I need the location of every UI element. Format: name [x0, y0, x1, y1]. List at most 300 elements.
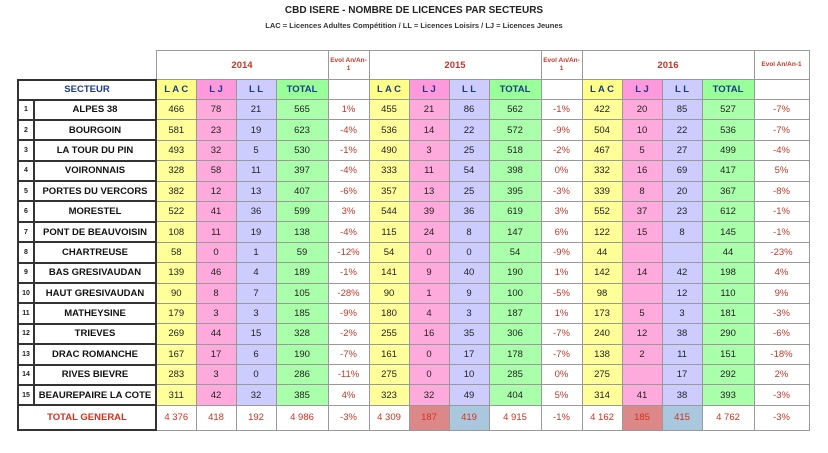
- lac-cell: 138: [582, 344, 622, 364]
- lj-cell: 46: [196, 263, 236, 283]
- lac-cell: 122: [582, 222, 622, 242]
- evol-cell: -7%: [541, 344, 582, 364]
- lac-cell: 332: [582, 161, 622, 181]
- ll-header: L L: [662, 80, 702, 100]
- lac-cell: 311: [156, 385, 196, 405]
- evol-2015-header: Evol An/An-1: [541, 51, 582, 80]
- evol-cell: -4%: [328, 120, 369, 140]
- sector-name: CHARTREUSE: [34, 242, 156, 262]
- ll-cell: 9: [449, 283, 489, 303]
- lac-cell: 269: [156, 324, 196, 344]
- evol-cell: -4%: [754, 140, 809, 160]
- lac-cell: 328: [156, 161, 196, 181]
- evol-cell: -9%: [541, 120, 582, 140]
- ll-cell: 6: [236, 344, 276, 364]
- lj-cell: 3: [196, 303, 236, 323]
- total-lj-cell: 187: [409, 405, 449, 430]
- total-evol-cell: -1%: [541, 405, 582, 430]
- lac-cell: 139: [156, 263, 196, 283]
- evol-cell: -3%: [541, 181, 582, 201]
- lac-cell: 179: [156, 303, 196, 323]
- lj-cell: 20: [622, 100, 662, 120]
- table-row: [18, 263, 809, 283]
- sector-name: BAS GRESIVAUDAN: [34, 263, 156, 283]
- lac-cell: 141: [369, 263, 409, 283]
- lj-cell: 0: [409, 242, 449, 262]
- lj-cell: 3: [196, 365, 236, 385]
- total-header: TOTAL: [702, 80, 754, 100]
- lj-cell: 5: [622, 303, 662, 323]
- ll-cell: 20: [662, 181, 702, 201]
- evol-header-cell: [328, 80, 369, 100]
- lac-cell: 536: [369, 120, 409, 140]
- ll-cell: 54: [449, 161, 489, 181]
- row-number: 5: [18, 181, 34, 201]
- total-cell: 178: [489, 344, 541, 364]
- evol-cell: -12%: [328, 242, 369, 262]
- lac-cell: 180: [369, 303, 409, 323]
- sector-name: PONT DE BEAUVOISIN: [34, 222, 156, 242]
- ll-cell: 3: [662, 303, 702, 323]
- evol-cell: 5%: [754, 161, 809, 181]
- lac-cell: 493: [156, 140, 196, 160]
- table-row: [18, 201, 809, 221]
- lac-cell: 467: [582, 140, 622, 160]
- total-cell: 527: [702, 100, 754, 120]
- total-cell: 397: [276, 161, 328, 181]
- lac-cell: 142: [582, 263, 622, 283]
- evol-cell: -6%: [328, 181, 369, 201]
- lac-cell: 161: [369, 344, 409, 364]
- evol-cell: -7%: [754, 100, 809, 120]
- total-total-cell: 4 762: [702, 405, 754, 430]
- ll-cell: 22: [449, 120, 489, 140]
- lac-cell: 357: [369, 181, 409, 201]
- evol-cell: 0%: [541, 161, 582, 181]
- sector-name: MATHEYSINE: [34, 303, 156, 323]
- lac-header: L A C: [369, 80, 409, 100]
- lac-cell: 115: [369, 222, 409, 242]
- ll-cell: 1: [236, 242, 276, 262]
- ll-cell: 25: [449, 181, 489, 201]
- total-cell: 54: [489, 242, 541, 262]
- ll-cell: 13: [236, 181, 276, 201]
- lj-cell: 4: [409, 303, 449, 323]
- evol-cell: -7%: [328, 344, 369, 364]
- table-row: [18, 100, 809, 120]
- row-number: 13: [18, 344, 34, 364]
- evol-cell: -7%: [541, 324, 582, 344]
- lac-cell: 283: [156, 365, 196, 385]
- ll-cell: 49: [449, 385, 489, 405]
- lj-cell: 1: [409, 283, 449, 303]
- ll-cell: 3: [236, 303, 276, 323]
- evol-cell: 2%: [754, 365, 809, 385]
- evol-cell: -3%: [754, 303, 809, 323]
- ll-cell: 27: [662, 140, 702, 160]
- evol-header-cell: [754, 80, 809, 100]
- total-lac-cell: 4 309: [369, 405, 409, 430]
- total-lac-cell: 4 162: [582, 405, 622, 430]
- total-cell: 572: [489, 120, 541, 140]
- evol-cell: -7%: [754, 120, 809, 140]
- total-cell: 518: [489, 140, 541, 160]
- evol-cell: -2%: [328, 324, 369, 344]
- total-cell: 306: [489, 324, 541, 344]
- table-body: [18, 51, 809, 431]
- total-cell: 599: [276, 201, 328, 221]
- evol-cell: 6%: [541, 222, 582, 242]
- page-title: CBD ISERE - NOMBRE DE LICENCES PAR SECTEURS: [284, 5, 544, 16]
- row-number: 1: [18, 100, 34, 120]
- lj-cell: 41: [622, 385, 662, 405]
- sector-name: PORTES DU VERCORS: [34, 181, 156, 201]
- lj-cell: 32: [409, 385, 449, 405]
- total-cell: 612: [702, 201, 754, 221]
- lj-cell: [622, 283, 662, 303]
- ll-cell: 12: [662, 283, 702, 303]
- evol-cell: -11%: [328, 365, 369, 385]
- lj-cell: 16: [622, 161, 662, 181]
- total-cell: 190: [276, 344, 328, 364]
- total-cell: 385: [276, 385, 328, 405]
- total-cell: 44: [702, 242, 754, 262]
- ll-cell: 10: [449, 365, 489, 385]
- lac-cell: 275: [369, 365, 409, 385]
- table-row: [18, 222, 809, 242]
- evol-cell: 9%: [754, 283, 809, 303]
- total-cell: 619: [489, 201, 541, 221]
- evol-cell: -1%: [754, 222, 809, 242]
- total-cell: 404: [489, 385, 541, 405]
- row-number: 3: [18, 140, 34, 160]
- total-cell: 562: [489, 100, 541, 120]
- licences-table: [17, 50, 810, 431]
- lac-cell: 108: [156, 222, 196, 242]
- total-cell: 189: [276, 263, 328, 283]
- total-lac-cell: 4 376: [156, 405, 196, 430]
- lac-cell: 314: [582, 385, 622, 405]
- row-number: 11: [18, 303, 34, 323]
- evol-cell: -8%: [754, 181, 809, 201]
- lj-cell: 0: [196, 242, 236, 262]
- evol-cell: -3%: [754, 385, 809, 405]
- total-total-cell: 4 915: [489, 405, 541, 430]
- lj-cell: 17: [196, 344, 236, 364]
- ll-cell: 11: [236, 161, 276, 181]
- row-number: 12: [18, 324, 34, 344]
- table-row: [18, 120, 809, 140]
- total-cell: 623: [276, 120, 328, 140]
- lj-header: L J: [196, 80, 236, 100]
- ll-header: L L: [236, 80, 276, 100]
- evol-cell: -18%: [754, 344, 809, 364]
- total-header: TOTAL: [489, 80, 541, 100]
- lj-cell: 44: [196, 324, 236, 344]
- lac-cell: 544: [369, 201, 409, 221]
- total-cell: 138: [276, 222, 328, 242]
- evol-cell: -6%: [754, 324, 809, 344]
- lac-cell: 255: [369, 324, 409, 344]
- total-cell: 100: [489, 283, 541, 303]
- total-cell: 367: [702, 181, 754, 201]
- lj-header: L J: [622, 80, 662, 100]
- ll-cell: 38: [662, 324, 702, 344]
- sector-name: VOIRONNAIS: [34, 161, 156, 181]
- total-cell: 536: [702, 120, 754, 140]
- ll-cell: 15: [236, 324, 276, 344]
- lj-cell: [622, 365, 662, 385]
- lj-cell: 12: [622, 324, 662, 344]
- total-cell: 417: [702, 161, 754, 181]
- total-cell: 105: [276, 283, 328, 303]
- total-header: TOTAL: [276, 80, 328, 100]
- ll-cell: 7: [236, 283, 276, 303]
- lac-cell: 90: [369, 283, 409, 303]
- lac-cell: 167: [156, 344, 196, 364]
- row-number: 14: [18, 365, 34, 385]
- ll-cell: 23: [662, 201, 702, 221]
- total-cell: 285: [489, 365, 541, 385]
- lj-cell: 0: [409, 344, 449, 364]
- evol-2014-header: Evol An/An-1: [328, 51, 369, 80]
- total-cell: 110: [702, 283, 754, 303]
- total-evol-cell: -3%: [754, 405, 809, 430]
- lj-cell: 16: [409, 324, 449, 344]
- sector-name: LA TOUR DU PIN: [34, 140, 156, 160]
- lj-cell: 8: [622, 181, 662, 201]
- ll-cell: 8: [662, 222, 702, 242]
- total-cell: 328: [276, 324, 328, 344]
- ll-cell: 19: [236, 222, 276, 242]
- row-number: 8: [18, 242, 34, 262]
- year-2015-header: 2015: [369, 51, 541, 80]
- total-lj-cell: 418: [196, 405, 236, 430]
- sector-name: RIVES BIEVRE: [34, 365, 156, 385]
- lj-cell: 23: [196, 120, 236, 140]
- table-row: [18, 303, 809, 323]
- evol-cell: -1%: [754, 201, 809, 221]
- ll-cell: 19: [236, 120, 276, 140]
- lj-cell: [622, 242, 662, 262]
- ll-cell: 32: [236, 385, 276, 405]
- ll-cell: 4: [236, 263, 276, 283]
- lac-header: L A C: [156, 80, 196, 100]
- ll-cell: 17: [662, 365, 702, 385]
- total-cell: 565: [276, 100, 328, 120]
- lj-cell: 0: [409, 365, 449, 385]
- evol-cell: -9%: [328, 303, 369, 323]
- total-cell: 393: [702, 385, 754, 405]
- table-row: [18, 385, 809, 405]
- lj-cell: 3: [409, 140, 449, 160]
- lj-cell: 2: [622, 344, 662, 364]
- lj-cell: 41: [196, 201, 236, 221]
- total-cell: 145: [702, 222, 754, 242]
- table-row: [18, 161, 809, 181]
- lj-cell: 8: [196, 283, 236, 303]
- lac-cell: 44: [582, 242, 622, 262]
- table-row: [18, 324, 809, 344]
- ll-cell: 36: [449, 201, 489, 221]
- sector-name: HAUT GRESIVAUDAN: [34, 283, 156, 303]
- lj-cell: 11: [196, 222, 236, 242]
- total-cell: 181: [702, 303, 754, 323]
- lj-cell: 10: [622, 120, 662, 140]
- evol-cell: -23%: [754, 242, 809, 262]
- total-row: [18, 405, 809, 430]
- total-ll-cell: 415: [662, 405, 702, 430]
- table-row: [18, 365, 809, 385]
- year-header-row: [18, 51, 809, 80]
- evol-cell: -1%: [541, 100, 582, 120]
- table-row: [18, 242, 809, 262]
- row-number: 2: [18, 120, 34, 140]
- ll-cell: 22: [662, 120, 702, 140]
- evol-cell: 1%: [541, 303, 582, 323]
- legend-subtitle: LAC = Licences Adultes Compétition / LL = Licences Loisirs / LJ = Licences Jeunes: [265, 21, 563, 30]
- ll-cell: 3: [449, 303, 489, 323]
- total-total-cell: 4 986: [276, 405, 328, 430]
- lac-cell: 58: [156, 242, 196, 262]
- lac-cell: 382: [156, 181, 196, 201]
- lac-cell: 455: [369, 100, 409, 120]
- lac-cell: 54: [369, 242, 409, 262]
- ll-cell: 42: [662, 263, 702, 283]
- evol-cell: 3%: [541, 201, 582, 221]
- ll-cell: 40: [449, 263, 489, 283]
- lj-cell: 9: [409, 263, 449, 283]
- total-cell: 530: [276, 140, 328, 160]
- evol-cell: -4%: [328, 161, 369, 181]
- lj-cell: 13: [409, 181, 449, 201]
- ll-cell: 69: [662, 161, 702, 181]
- total-cell: 499: [702, 140, 754, 160]
- lac-cell: 240: [582, 324, 622, 344]
- evol-cell: -9%: [541, 242, 582, 262]
- lac-cell: 504: [582, 120, 622, 140]
- ll-cell: 86: [449, 100, 489, 120]
- lac-cell: 581: [156, 120, 196, 140]
- total-cell: 398: [489, 161, 541, 181]
- blank-cell: [34, 51, 156, 80]
- ll-header: L L: [449, 80, 489, 100]
- total-cell: 395: [489, 181, 541, 201]
- ll-cell: 17: [449, 344, 489, 364]
- evol-cell: -2%: [541, 140, 582, 160]
- total-cell: 185: [276, 303, 328, 323]
- total-lj-cell: 185: [622, 405, 662, 430]
- table-row: [18, 344, 809, 364]
- row-number: 9: [18, 263, 34, 283]
- lac-cell: 333: [369, 161, 409, 181]
- evol-cell: 5%: [541, 385, 582, 405]
- evol-cell: 0%: [541, 365, 582, 385]
- lj-cell: 78: [196, 100, 236, 120]
- evol-cell: -1%: [328, 263, 369, 283]
- lac-cell: 490: [369, 140, 409, 160]
- evol-cell: 3%: [328, 201, 369, 221]
- evol-cell: -5%: [541, 283, 582, 303]
- total-cell: 147: [489, 222, 541, 242]
- total-cell: 292: [702, 365, 754, 385]
- evol-cell: 1%: [328, 100, 369, 120]
- column-header-row: [18, 80, 809, 100]
- row-number: 7: [18, 222, 34, 242]
- evol-cell: -1%: [328, 140, 369, 160]
- lj-cell: 37: [622, 201, 662, 221]
- total-cell: 59: [276, 242, 328, 262]
- blank-cell: [18, 51, 34, 80]
- row-number: 4: [18, 161, 34, 181]
- ll-cell: 38: [662, 385, 702, 405]
- total-ll-cell: 192: [236, 405, 276, 430]
- lac-cell: 90: [156, 283, 196, 303]
- lac-header: L A C: [582, 80, 622, 100]
- lac-cell: 98: [582, 283, 622, 303]
- evol-2016-header: Evol An/An-1: [754, 51, 809, 80]
- total-cell: 407: [276, 181, 328, 201]
- sector-name: BEAUREPAIRE LA COTE: [34, 385, 156, 405]
- evol-cell: 4%: [754, 263, 809, 283]
- lj-cell: 14: [622, 263, 662, 283]
- evol-cell: 4%: [328, 385, 369, 405]
- table-row: [18, 283, 809, 303]
- lj-cell: 5: [622, 140, 662, 160]
- lac-cell: 323: [369, 385, 409, 405]
- sector-name: MORESTEL: [34, 201, 156, 221]
- ll-cell: 36: [236, 201, 276, 221]
- ll-cell: 21: [236, 100, 276, 120]
- table-row: [18, 140, 809, 160]
- lac-cell: 552: [582, 201, 622, 221]
- year-2014-header: 2014: [156, 51, 328, 80]
- lac-cell: 275: [582, 365, 622, 385]
- sector-name: DRAC ROMANCHE: [34, 344, 156, 364]
- lj-header: L J: [409, 80, 449, 100]
- secteur-header: SECTEUR: [18, 80, 156, 100]
- year-2016-header: 2016: [582, 51, 754, 80]
- lac-cell: 339: [582, 181, 622, 201]
- lj-cell: 32: [196, 140, 236, 160]
- total-label: TOTAL GENERAL: [18, 405, 156, 430]
- total-cell: 286: [276, 365, 328, 385]
- ll-cell: 11: [662, 344, 702, 364]
- total-cell: 190: [489, 263, 541, 283]
- lj-cell: 14: [409, 120, 449, 140]
- ll-cell: 0: [236, 365, 276, 385]
- lj-cell: 12: [196, 181, 236, 201]
- ll-cell: 25: [449, 140, 489, 160]
- sector-name: BOURGOIN: [34, 120, 156, 140]
- lj-cell: 42: [196, 385, 236, 405]
- evol-cell: -28%: [328, 283, 369, 303]
- sector-name: TRIEVES: [34, 324, 156, 344]
- lj-cell: 39: [409, 201, 449, 221]
- evol-header-cell: [541, 80, 582, 100]
- total-cell: 187: [489, 303, 541, 323]
- lj-cell: 58: [196, 161, 236, 181]
- total-cell: 198: [702, 263, 754, 283]
- ll-cell: 0: [449, 242, 489, 262]
- ll-cell: 85: [662, 100, 702, 120]
- lj-cell: 24: [409, 222, 449, 242]
- total-cell: 151: [702, 344, 754, 364]
- lac-cell: 422: [582, 100, 622, 120]
- lj-cell: 15: [622, 222, 662, 242]
- lac-cell: 173: [582, 303, 622, 323]
- row-number: 15: [18, 385, 34, 405]
